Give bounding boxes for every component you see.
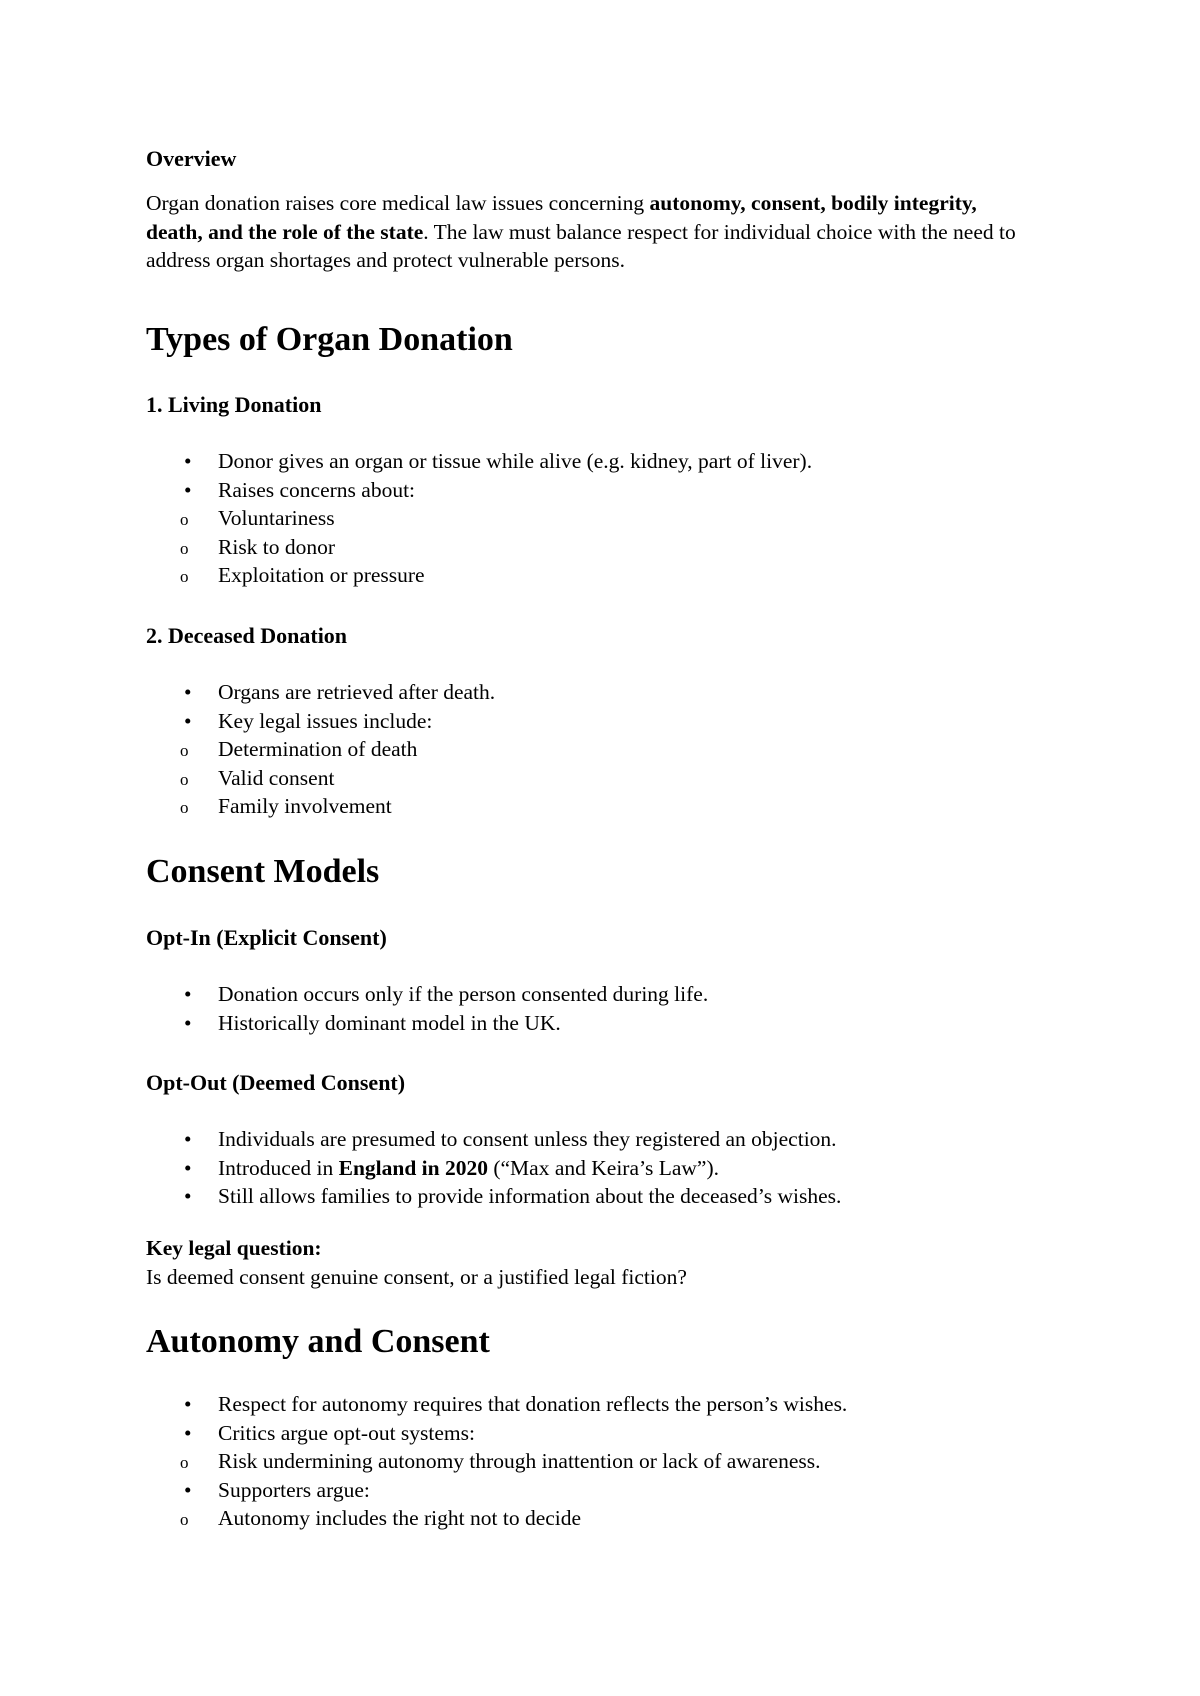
sub-list-item: o Autonomy includes the right not to decide xyxy=(218,1504,1046,1533)
living-donation-heading: 1. Living Donation xyxy=(146,392,322,417)
sub-list-item: o Valid consent xyxy=(218,764,1046,793)
opt-in-list xyxy=(146,980,1046,1037)
list-item: • Respect for autonomy requires that donation reflects the person’s wishes. xyxy=(146,1390,1046,1419)
list-item-text: Supporters argue: xyxy=(218,1477,370,1502)
list-item xyxy=(146,1476,1046,1533)
opt-in-heading: Opt-In (Explicit Consent) xyxy=(146,925,387,950)
deceased-donation-list xyxy=(146,678,1046,821)
deceased-donation-heading: 2. Deceased Donation xyxy=(146,623,348,648)
list-item-text: Organs are retrieved after death. xyxy=(218,680,496,704)
sub-list xyxy=(218,1504,1046,1533)
sub-list-item: o Exploitation or pressure xyxy=(218,561,1046,590)
sub-list xyxy=(218,735,1046,821)
sub-list-item: o Risk undermining autonomy through inattention or lack of awareness. xyxy=(218,1447,1046,1476)
list-item-text: Introduced in xyxy=(218,1155,339,1180)
list-item: • Individuals are presumed to consent unless they registered an objection. xyxy=(146,1125,1046,1154)
list-item: • Still allows families to provide information about the deceased’s wishes. xyxy=(146,1182,1046,1211)
types-heading: Types of Organ Donation xyxy=(146,321,513,358)
sub-list-item: o Determination of death xyxy=(218,735,1046,764)
list-item: • Historically dominant model in the UK. xyxy=(146,1009,1046,1038)
list-item-text: Critics argue opt-out systems: xyxy=(218,1420,475,1445)
sub-list xyxy=(218,504,1046,590)
opt-out-list xyxy=(146,1125,1046,1211)
list-item: • Donation occurs only if the person consented during life. xyxy=(146,980,1046,1009)
overview-paragraph xyxy=(146,189,1026,275)
opt-out-heading: Opt-Out (Deemed Consent) xyxy=(146,1070,406,1095)
list-item xyxy=(146,447,1046,476)
key-question xyxy=(146,1234,1026,1291)
list-item xyxy=(146,476,1046,590)
key-question-label: Key legal question: xyxy=(146,1236,322,1260)
list-item-text: (“Max and Keira’s Law”). xyxy=(487,1155,720,1180)
autonomy-heading: Autonomy and Consent xyxy=(146,1323,490,1360)
overview-text-end: . The law must balance respect for individual choice with the need to address organ shortages and protect vulnerable persons. xyxy=(146,219,1016,272)
sub-list-item: o Family involvement xyxy=(218,792,1046,821)
sub-list xyxy=(218,1447,1046,1476)
sub-list-item: o Risk to donor xyxy=(218,533,1046,562)
overview-text-start: Organ donation raises core medical law issues concerning xyxy=(146,191,650,215)
key-question-text: Is deemed consent genuine consent, or a justified legal fiction? xyxy=(146,1264,687,1289)
autonomy-list xyxy=(146,1390,1046,1533)
list-item-bold: England in 2020 xyxy=(338,1155,488,1180)
sub-list-item: o Voluntariness xyxy=(218,504,1046,533)
list-item-text: Raises concerns about: xyxy=(218,477,416,502)
list-item-text: Donor gives an organ or tissue while alive (e.g. kidney, part of liver). xyxy=(218,449,813,473)
list-item xyxy=(146,1154,1046,1183)
overview-text-bold: autonomy, consent, bodily integrity, death, and the role of the state xyxy=(146,191,977,244)
list-item xyxy=(146,1419,1046,1476)
overview-title: Overview xyxy=(146,146,237,171)
list-item xyxy=(146,707,1046,821)
list-item xyxy=(146,678,1046,707)
living-donation-list xyxy=(146,447,1046,590)
list-item-text: Key legal issues include: xyxy=(218,708,433,733)
consent-models-heading: Consent Models xyxy=(146,853,380,890)
